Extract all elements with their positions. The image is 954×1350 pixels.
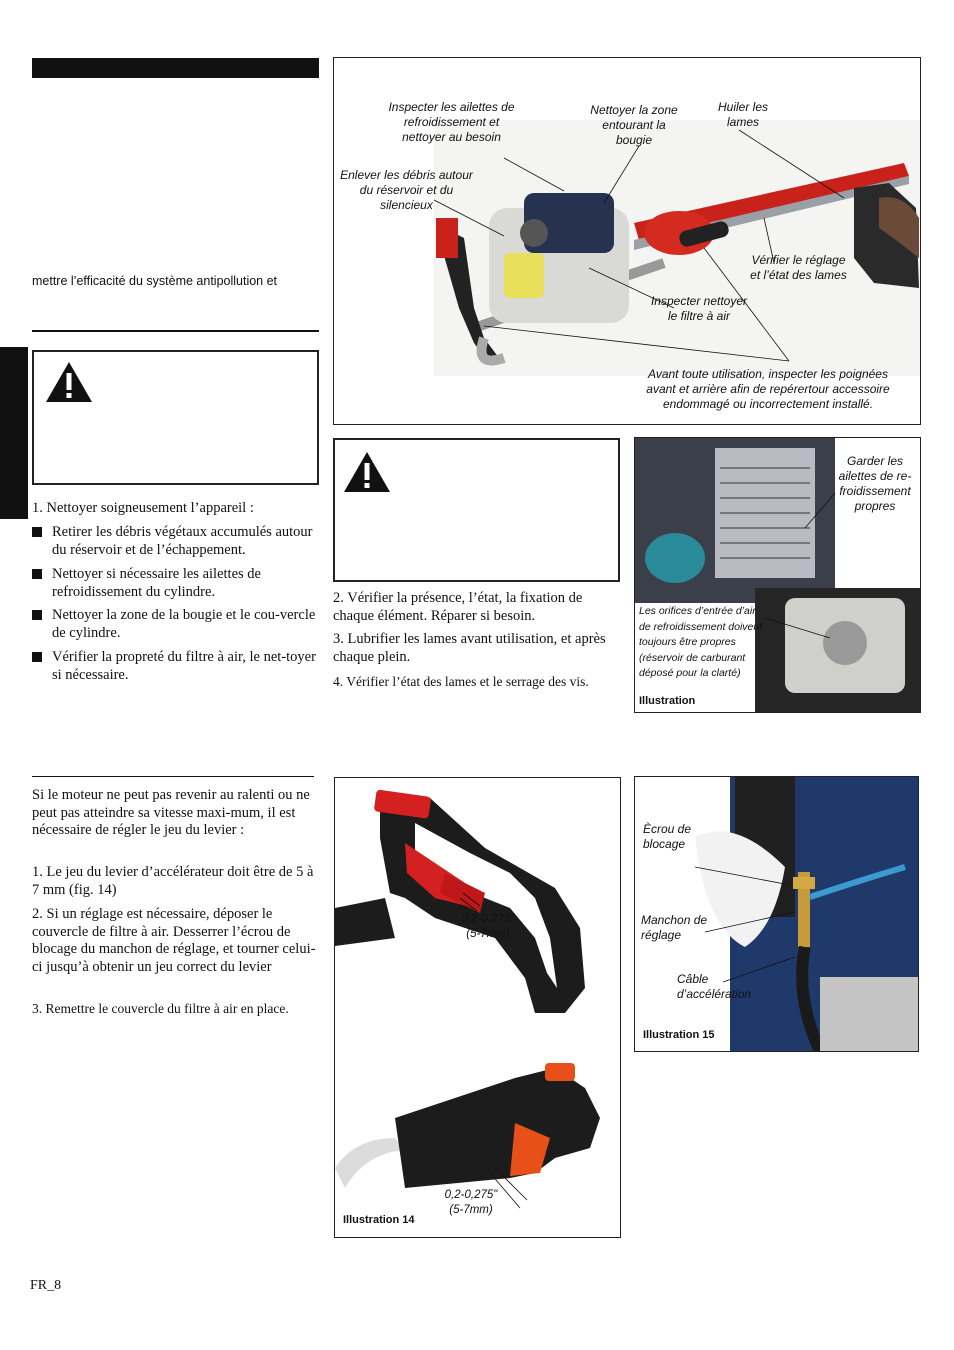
label-handles: Avant toute utilisation, inspecter les poignées avant et arrière afin de repérertour accessoire endommagé ou incorrectement installé. (646, 367, 890, 411)
adjust-step-2: 2. Si un réglage est nécessaire, déposer le couvercle de filtre à air. Desserrer l’écrou de blocage du manchon de réglage, et tourner celui-ci jusqu’à obtenir un jeu correct du levier (32, 906, 316, 975)
adjust-step-3: 3. Remettre le couvercle du filtre à air en place. (32, 1001, 289, 1016)
fig15-caption: Illustration 15 (643, 1029, 715, 1041)
fig15 (634, 776, 919, 1052)
fig14-caption: Illustration 14 (343, 1214, 415, 1226)
label-keep-fins-clean: Garder les ailettes de re-froidissement propres (838, 454, 912, 513)
gap-label-bottom: 0,2-0,275" (5-7mm) (444, 1189, 498, 1216)
step-2: 2. Vérifier la présence, l’état, la fixation de chaque élément. Réparer si besoin. (333, 590, 583, 624)
warning-box-middle (333, 438, 620, 582)
label-air-filter: Inspecter nettoyer le filtre à air (650, 294, 748, 323)
label-locknut: Ècrou de blocage (643, 822, 692, 851)
adjust-intro: Si le moteur ne peut pas revenir au ralenti ou ne peut pas atteindre sa vitesse maxi-mum, il est nécessaire de régler le jeu du levier : (32, 787, 310, 838)
throttle-handle-image (335, 778, 620, 1237)
fig14 (334, 777, 621, 1238)
adjust-step-1: 1. Le jeu du levier d’accélérateur doit être de 5 à 7 mm (fig. 14) (32, 864, 314, 898)
label-blade-check: Vérifier le réglage et l’état des lames (750, 253, 847, 282)
section-rule (32, 330, 319, 332)
bullet-icon (32, 569, 42, 579)
label-debris: Enlever les débris autour du réservoir et du silencieux (340, 168, 473, 212)
bullet-fins: Nettoyer si nécessaire les ailettes de refroidissement du cylindre. (52, 566, 261, 600)
fins-figure (634, 437, 921, 713)
main-figure (333, 57, 921, 425)
side-tab (0, 347, 28, 519)
warning-triangle-icon (342, 450, 392, 494)
step-3: 3. Lubrifier les lames avant utilisation, et après chaque plein. (333, 631, 606, 665)
label-air-intake: Les orifices d’entrée d’air de refroidissement doivent toujours être propres (réservoir de carburant déposé pour la clarté) (639, 605, 763, 679)
label-sleeve: Manchon de réglage (641, 913, 708, 942)
warning-triangle-icon (44, 360, 94, 404)
warning-box-left (32, 350, 319, 485)
bullet-icon (32, 527, 42, 537)
bullet-icon (32, 652, 42, 662)
gap-label-top: 0,2-0,275" (5-7mm) (461, 913, 515, 940)
intro-fragment: mettre l’efficacité du système antipollution et (32, 274, 278, 288)
section-header-bar (32, 58, 319, 78)
bullet-air-filter: Vérifier la propreté du filtre à air, le net-toyer si nécessaire. (52, 649, 316, 683)
bullet-debris: Retirer les débris végétaux accumulés autour du réservoir et de l’échappement. (52, 524, 313, 558)
adjust-section-rule (32, 776, 314, 777)
label-spark-plug: Nettoyer la zone entourant la bougie (590, 103, 678, 147)
bullet-icon (32, 610, 42, 620)
fins-caption: Illustration (639, 695, 696, 707)
page-number: FR_8 (30, 1278, 62, 1293)
label-oil-blades: Huiler les lames (717, 100, 768, 129)
label-cooling-fins: Inspecter les ailettes de refroidissement et nettoyer au besoin (388, 100, 515, 144)
step-1: 1. Nettoyer soigneusement l’appareil : (32, 500, 254, 516)
bullet-spark-plug: Nettoyer la zone de la bougie et le cou-vercle de cylindre. (52, 607, 316, 641)
label-cable: Câble d’accélération (677, 972, 752, 1001)
step-4: 4. Vérifier l’état des lames et le serrage des vis. (333, 674, 589, 689)
